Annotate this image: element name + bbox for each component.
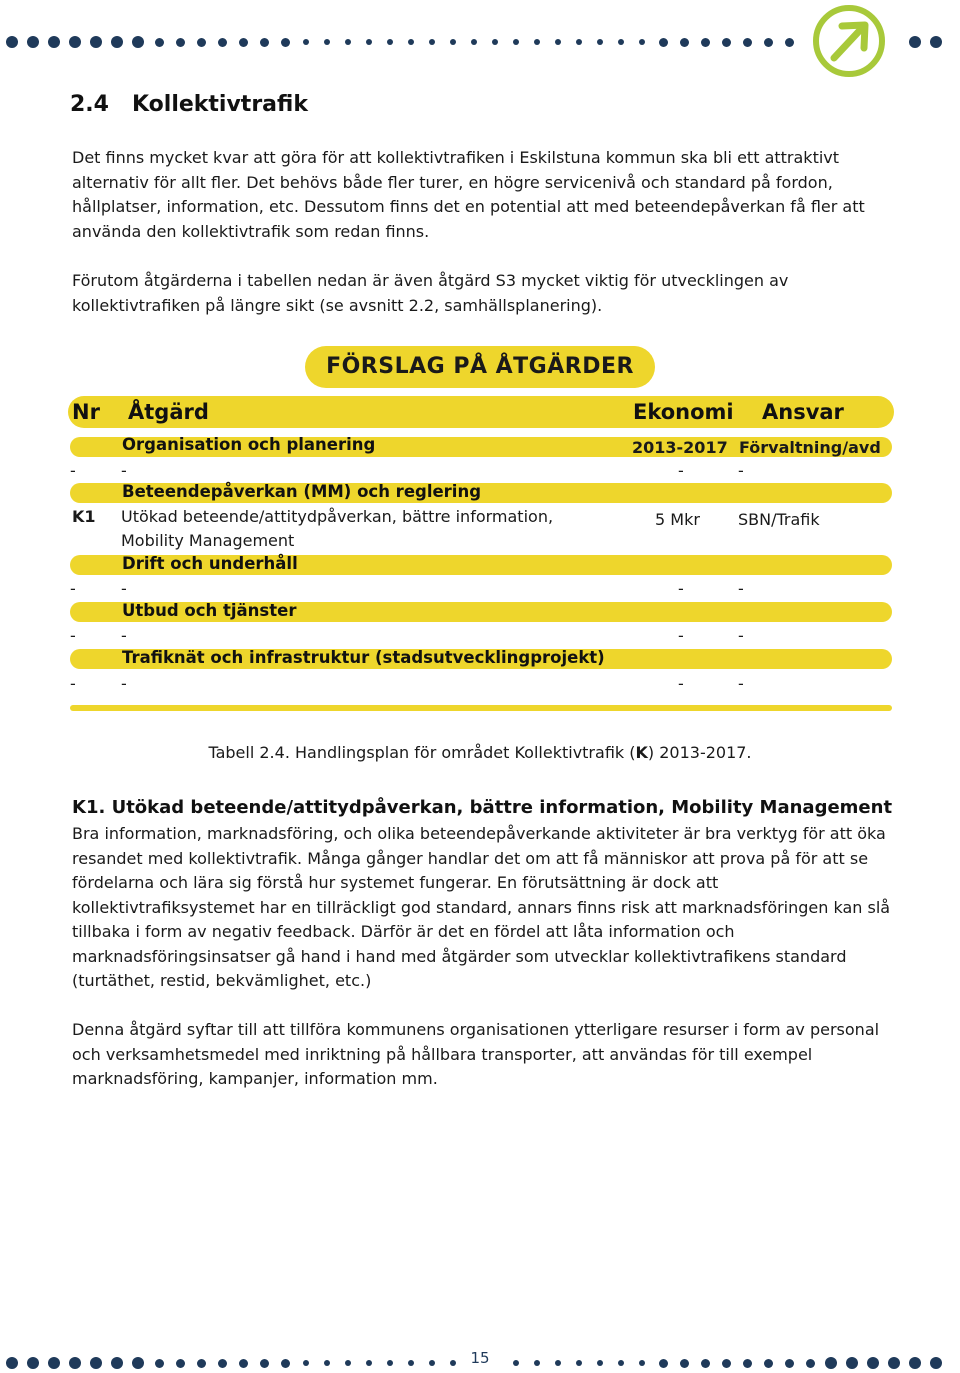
section-heading (70, 92, 308, 117)
dot (132, 36, 144, 48)
dot (576, 39, 582, 45)
header-atgard: Åtgärd (128, 400, 209, 424)
dot (111, 36, 123, 48)
dot (513, 39, 519, 45)
dot (176, 38, 185, 47)
row-ekonomi: - (678, 461, 684, 480)
table-header (68, 396, 894, 428)
row-ekonomi: - (678, 626, 684, 645)
dot (155, 38, 164, 47)
dot (492, 39, 498, 45)
k1-heading: K1. Utökad beteende/attitydpåverkan, bättre information, Mobility Management (72, 797, 893, 818)
dot (90, 36, 102, 48)
header-ekonomi: Ekonomi (633, 400, 734, 424)
row-nr: - (70, 579, 76, 598)
dot (785, 38, 794, 47)
dot (303, 39, 309, 45)
dot (48, 36, 60, 48)
dot (218, 38, 227, 47)
ansvar-subheader: Förvaltning/avd (739, 438, 881, 457)
dot (701, 38, 710, 47)
row-nr: K1 (72, 507, 96, 526)
section-title: Kollektivtrafik (132, 92, 308, 117)
section-number: 2.4 (70, 92, 109, 117)
category-label: Drift och underhåll (122, 554, 298, 573)
row-ansvar: - (738, 579, 744, 598)
row-nr: - (70, 626, 76, 645)
dot (387, 39, 393, 45)
k1-paragraph-2: Denna åtgärd syftar till att tillföra kommunens organisationen ytterligare resurser i form av personal och verksamhetsmedel med inriktning på hållbara transporter, att användas för till exempel marknadsföring, kampanjer, information mm. (72, 1020, 880, 1088)
dot (471, 39, 477, 45)
row-ansvar: - (738, 674, 744, 693)
row-nr: - (70, 461, 76, 480)
dot (197, 38, 206, 47)
dot (366, 39, 372, 45)
arrow-up-right-circle-icon (812, 4, 886, 78)
k1-paragraph-1: Bra information, marknadsföring, och olika beteendepåverkande aktiviteter är bra verktyg för att öka resandet med kollektivtrafik. Många gånger handlar det om att få människor att prova på för att se fördelarna och lära sig förstå hur systemet fungerar. En förutsättning är dock att kollektivtrafiksystemet har en tillräckligt god standard, annars finns risk att marknadsföringen kan slå tillbaka i form av negativ feedback. Därför är det en fördel att låta information och marknadsföringsinsatser gå hand i hand med åtgärder som utvecklar kollektivtrafikens standard (turtäthet, restid, bekvämlighet, etc.) (72, 824, 891, 990)
row-atgard: - (121, 674, 127, 693)
row-ekonomi: 5 Mkr (655, 510, 700, 529)
intro-paragraph: Det finns mycket kvar att göra för att kollektivtrafiken i Eskilstuna kommun ska bli ett attraktivt alternativ för allt fler. Det behövs både fler turer, en högre servicenivå och standard på fordon, hållplatser, information, etc. Dessutom finns det en potential att med beteendepåverkan få fler att använda den kollektivtrafik som redan finns. (72, 148, 865, 241)
dot (680, 38, 689, 47)
dot (618, 39, 624, 45)
dot (534, 39, 540, 45)
dot (764, 38, 773, 47)
page-number: 15 (470, 1349, 490, 1367)
dot (909, 36, 921, 48)
dot (27, 36, 39, 48)
row-atgard-line2: Mobility Management (121, 531, 295, 550)
dot (597, 39, 603, 45)
dot (722, 38, 731, 47)
row-ansvar: - (738, 626, 744, 645)
row-atgard: - (121, 579, 127, 598)
dot (345, 39, 351, 45)
category-label: Trafiknät och infrastruktur (stadsutvecklingprojekt) (122, 648, 605, 667)
dot (281, 38, 290, 47)
dot (260, 38, 269, 47)
category-label: Utbud och tjänster (122, 601, 297, 620)
dot (239, 38, 248, 47)
period-label: 2013-2017 (632, 438, 728, 457)
table-title: FÖRSLAG PÅ ÅTGÄRDER (305, 346, 655, 388)
dot (324, 39, 330, 45)
dot (6, 36, 18, 48)
row-ekonomi: - (678, 674, 684, 693)
dot (450, 39, 456, 45)
table-bottom-rule (70, 705, 892, 711)
row-nr: - (70, 674, 76, 693)
header-nr: Nr (72, 400, 100, 424)
row-atgard: - (121, 461, 127, 480)
second-paragraph: Förutom åtgärderna i tabellen nedan är även åtgärd S3 mycket viktig för utvecklingen av kollektivtrafiken på längre sikt (se avsnitt 2.2, samhällsplanering). (72, 271, 789, 315)
dot (429, 39, 435, 45)
dot (639, 39, 645, 45)
row-atgard: - (121, 626, 127, 645)
dot (930, 36, 942, 48)
dot (408, 39, 414, 45)
row-ekonomi: - (678, 579, 684, 598)
table-caption: Tabell 2.4. Handlingsplan för området Kollektivtrafik (K) 2013-2017. (208, 743, 752, 762)
dot (743, 38, 752, 47)
dot (555, 39, 561, 45)
row-ansvar: SBN/Trafik (738, 510, 820, 529)
dot (69, 36, 81, 48)
header-ansvar: Ansvar (762, 400, 844, 424)
dot (659, 38, 668, 47)
row-ansvar: - (738, 461, 744, 480)
category-label: Beteendepåverkan (MM) och reglering (122, 482, 482, 501)
category-label: Organisation och planering (122, 435, 376, 454)
row-atgard: Utökad beteende/attitydpåverkan, bättre information, (121, 507, 554, 526)
